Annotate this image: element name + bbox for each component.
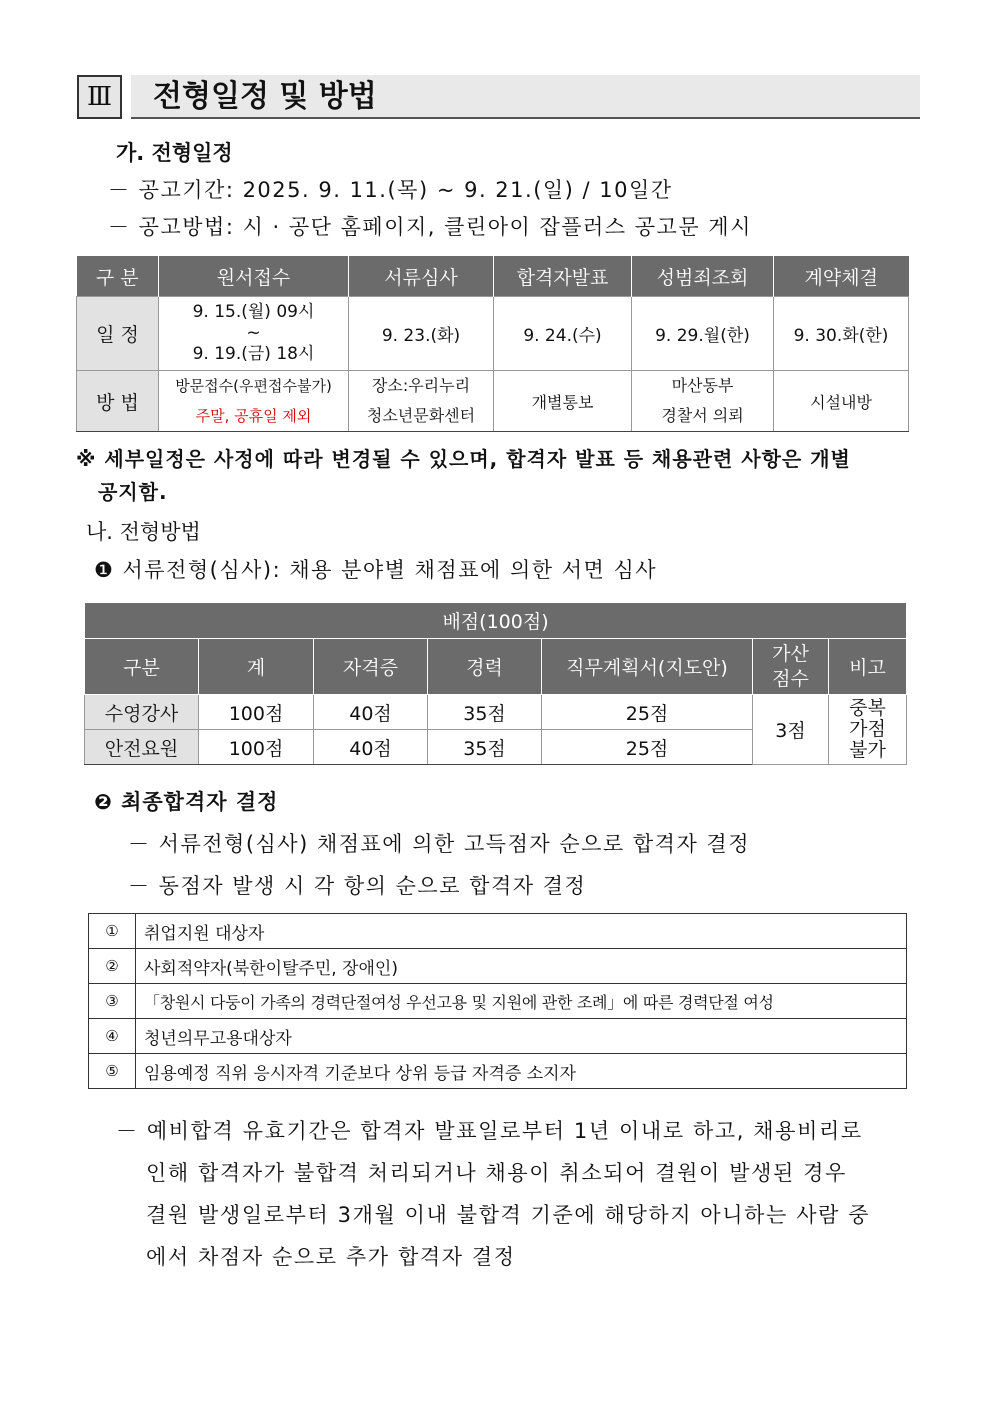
reserve-line-2: 인해 합격자가 불합격 처리되거나 채용이 취소되어 결원이 발생된 경우 [146, 1161, 847, 1185]
score-header-total: 계 [199, 639, 314, 695]
reserve-line-4: 에서 차점자 순으로 추가 합격자 결정 [146, 1245, 516, 1269]
cell-application-date [159, 297, 349, 371]
schedule-note: ※ 세부일정은 사정에 따라 변경될 수 있으며, 합격자 발표 등 채용관련 사항은 개별 [76, 447, 851, 471]
priority-number: ③ [89, 984, 136, 1019]
step1-document-screening: ❶ 서류전형(심사): 채용 분야별 채점표에 의한 서면 심사 [94, 558, 658, 582]
remark-line2: 가점 [849, 718, 886, 740]
notice-method: － 공고방법: 시 · 공단 홈페이지, 클린아이 잡플러스 공고문 게시 [108, 215, 752, 239]
doc-review-venue: 청소년문화센터 [366, 406, 476, 425]
step2-final-decision: ❷ 최종합격자 결정 [94, 790, 279, 814]
application-tilde: ~ [246, 323, 261, 343]
schedule-date-row [77, 297, 909, 371]
score-row-swim-instructor [85, 695, 907, 730]
priority-text: 「창원시 다둥이 가족의 경력단절여성 우선고용 및 지원에 관한 조례」에 따른 경력단절 여성 [136, 984, 907, 1019]
section-number: Ⅲ [77, 75, 122, 119]
cell-application-method [159, 371, 349, 432]
step2-rule-2: － 동점자 발생 시 각 항의 순으로 합격자 결정 [128, 874, 587, 898]
header-category: 구 분 [77, 256, 159, 297]
priority-number: ① [89, 914, 136, 949]
remark-line3: 불가 [849, 739, 886, 761]
bonus-header-line1: 가산 [772, 642, 809, 665]
section-title: 전형일정 및 방법 [131, 75, 920, 119]
application-start: 9. 15.(월) 09시 [192, 302, 315, 322]
reserve-line-1: － 예비합격 유효기간은 합격자 발표일로부터 1년 이내로 하고, 채용비리로 [116, 1119, 863, 1143]
bonus-points: 3점 [753, 695, 829, 765]
cell-announce-method: 개별통보 [494, 371, 632, 432]
score-total-header: 배점(100점) [85, 603, 907, 639]
priority-text: 사회적약자(북한이탈주민, 장애인) [136, 949, 907, 984]
score-header-remark: 비고 [829, 639, 907, 695]
header-contract: 계약체결 [774, 256, 909, 297]
priority-row [89, 984, 907, 1019]
tiebreak-priority-table [88, 913, 907, 1089]
row-label-method: 방 법 [77, 371, 159, 432]
header-crime-check: 성범죄조회 [632, 256, 774, 297]
bonus-header-line2: 점수 [772, 667, 809, 690]
application-end: 9. 19.(금) 18시 [192, 344, 315, 364]
cell-crime-method [632, 371, 774, 432]
cell-announce-date: 9. 24.(수) [494, 297, 632, 371]
schedule-heading: 가. 전형일정 [116, 141, 233, 165]
priority-row [89, 1019, 907, 1054]
method-heading: 나. 전형방법 [86, 520, 201, 544]
priority-number: ② [89, 949, 136, 984]
step2-rule-1: － 서류전형(심사) 채점표에 의한 고득점자 순으로 합격자 결정 [128, 832, 750, 856]
row-plan: 25점 [542, 695, 753, 730]
crime-check-request: 경찰서 의뢰 [661, 406, 744, 425]
cell-doc-review-method [349, 371, 494, 432]
priority-text: 취업지원 대상자 [136, 914, 907, 949]
score-header-cert: 자격증 [314, 639, 428, 695]
schedule-note-cont: 공지함. [98, 480, 168, 504]
cell-crime-date: 9. 29.월(한) [632, 297, 774, 371]
header-announcement: 합격자발표 [494, 256, 632, 297]
reserve-line-3: 결원 발생일로부터 3개월 이내 불합격 기준에 해당하지 아니하는 사람 중 [146, 1203, 871, 1227]
row-career: 35점 [428, 695, 542, 730]
doc-review-place: 장소:우리누리 [371, 376, 471, 395]
row-label-date: 일 정 [77, 297, 159, 371]
row-cert: 40점 [314, 730, 428, 765]
score-table [84, 602, 907, 765]
row-total: 100점 [199, 730, 314, 765]
schedule-header-row [77, 256, 909, 297]
application-method-text: 방문접수(우편접수불가) [175, 377, 332, 395]
score-header-plan: 직무계획서(지도안) [542, 639, 753, 695]
priority-number: ④ [89, 1019, 136, 1054]
application-method-note: 주말, 공휴일 제외 [195, 407, 312, 425]
row-total: 100점 [199, 695, 314, 730]
row-type: 수영강사 [85, 695, 199, 730]
header-document-review: 서류심사 [349, 256, 494, 297]
priority-row [89, 949, 907, 984]
row-plan: 25점 [542, 730, 753, 765]
row-career: 35점 [428, 730, 542, 765]
header-application: 원서접수 [159, 256, 349, 297]
crime-check-office: 마산동부 [671, 376, 734, 395]
cell-doc-review-date: 9. 23.(화) [349, 297, 494, 371]
score-header-row [85, 639, 907, 695]
score-header-career: 경력 [428, 639, 542, 695]
score-header-bonus [753, 639, 829, 695]
remark-no-duplicate [829, 695, 907, 765]
cell-contract-date: 9. 30.화(한) [774, 297, 909, 371]
priority-row [89, 1054, 907, 1089]
priority-row [89, 914, 907, 949]
remark-line1: 중복 [849, 697, 886, 719]
schedule-table [76, 256, 909, 432]
row-cert: 40점 [314, 695, 428, 730]
score-header-type: 구분 [85, 639, 199, 695]
priority-text: 청년의무고용대상자 [136, 1019, 907, 1054]
row-type: 안전요원 [85, 730, 199, 765]
priority-text: 임용예정 직위 응시자격 기준보다 상위 등급 자격증 소지자 [136, 1054, 907, 1089]
score-top-header-row [85, 603, 907, 639]
schedule-method-row [77, 371, 909, 432]
priority-number: ⑤ [89, 1054, 136, 1089]
notice-period: － 공고기간: 2025. 9. 11.(목) ~ 9. 21.(일) / 10일간 [108, 178, 673, 202]
cell-contract-method: 시설내방 [774, 371, 909, 432]
